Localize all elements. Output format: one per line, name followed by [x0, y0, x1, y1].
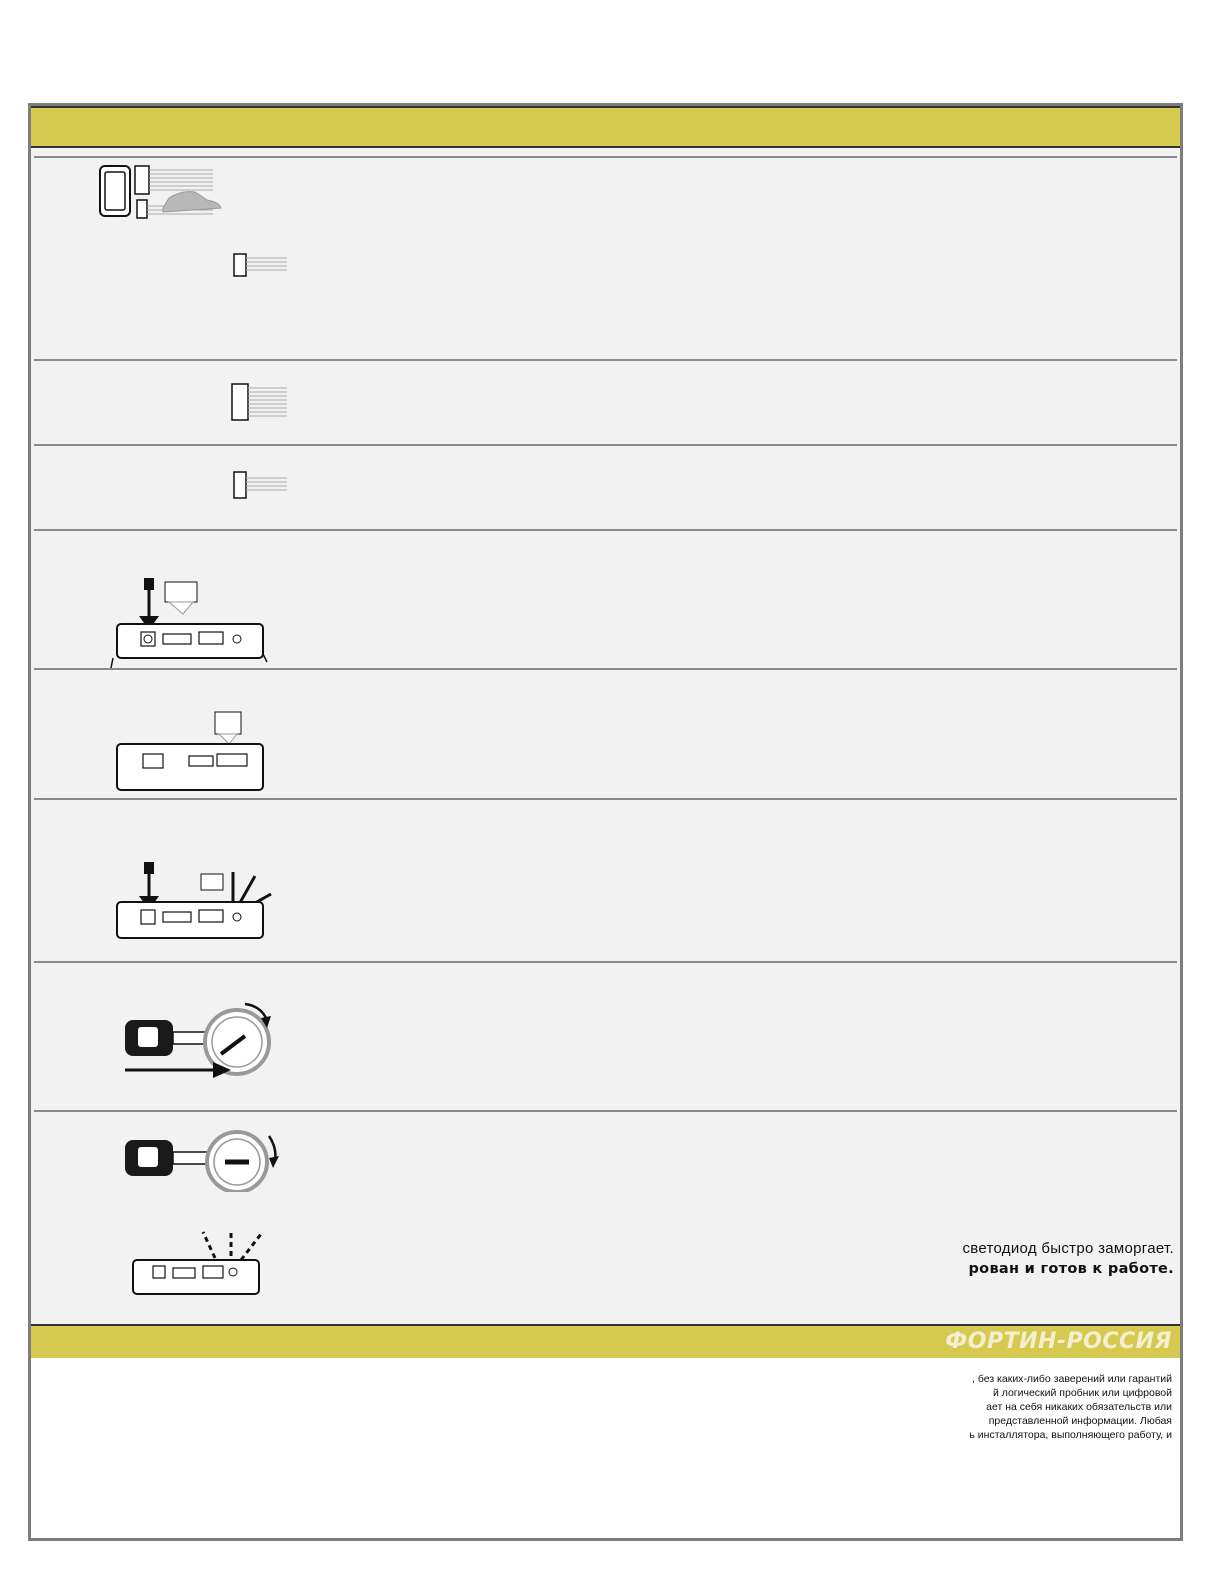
disclaimer-line: й логический пробник или цифровой	[992, 1387, 1172, 1399]
header-bar	[31, 106, 1180, 148]
disclaimer-text	[912, 1372, 1172, 1442]
connector-4pin-icon	[231, 470, 291, 500]
disclaimer-line: ь инсталлятора, выполняющего работу, и	[969, 1429, 1172, 1441]
disclaimer-line: представленной информации. Любая	[988, 1415, 1172, 1427]
brand-logo: ФОРТИН-РОССИЯ	[945, 1329, 1172, 1354]
key-turn-on-illustration	[119, 994, 279, 1092]
key-turn-off-illustration	[119, 1122, 289, 1192]
module-led-illustration	[105, 860, 281, 952]
row-divider	[34, 359, 1177, 361]
ready-status-text: рован и готов к работе.	[968, 1261, 1174, 1277]
instruction-sheet	[28, 103, 1183, 1541]
row-divider	[34, 961, 1177, 963]
disclaimer-line: ает на себя никаких обязательств или	[986, 1401, 1172, 1413]
row-divider	[34, 156, 1177, 158]
row-divider	[34, 1110, 1177, 1112]
footer-bar	[31, 1324, 1180, 1362]
disclaimer-line: , без каких-либо заверений или гарантий	[971, 1373, 1172, 1385]
led-fast-blink-text: светодиод быстро заморгает.	[962, 1240, 1174, 1257]
row-divider	[34, 444, 1177, 446]
module-button-press-illustration	[105, 576, 275, 686]
row-divider	[34, 798, 1177, 800]
connector-4pin-icon	[231, 252, 291, 278]
module-connector-illustration	[105, 706, 275, 798]
connector-8pin-icon	[229, 382, 291, 422]
row-divider	[34, 529, 1177, 531]
module-led-blink-illustration	[127, 1224, 277, 1304]
disclaimer-section	[31, 1358, 1180, 1538]
module-to-vehicle-illustration	[97, 162, 227, 226]
